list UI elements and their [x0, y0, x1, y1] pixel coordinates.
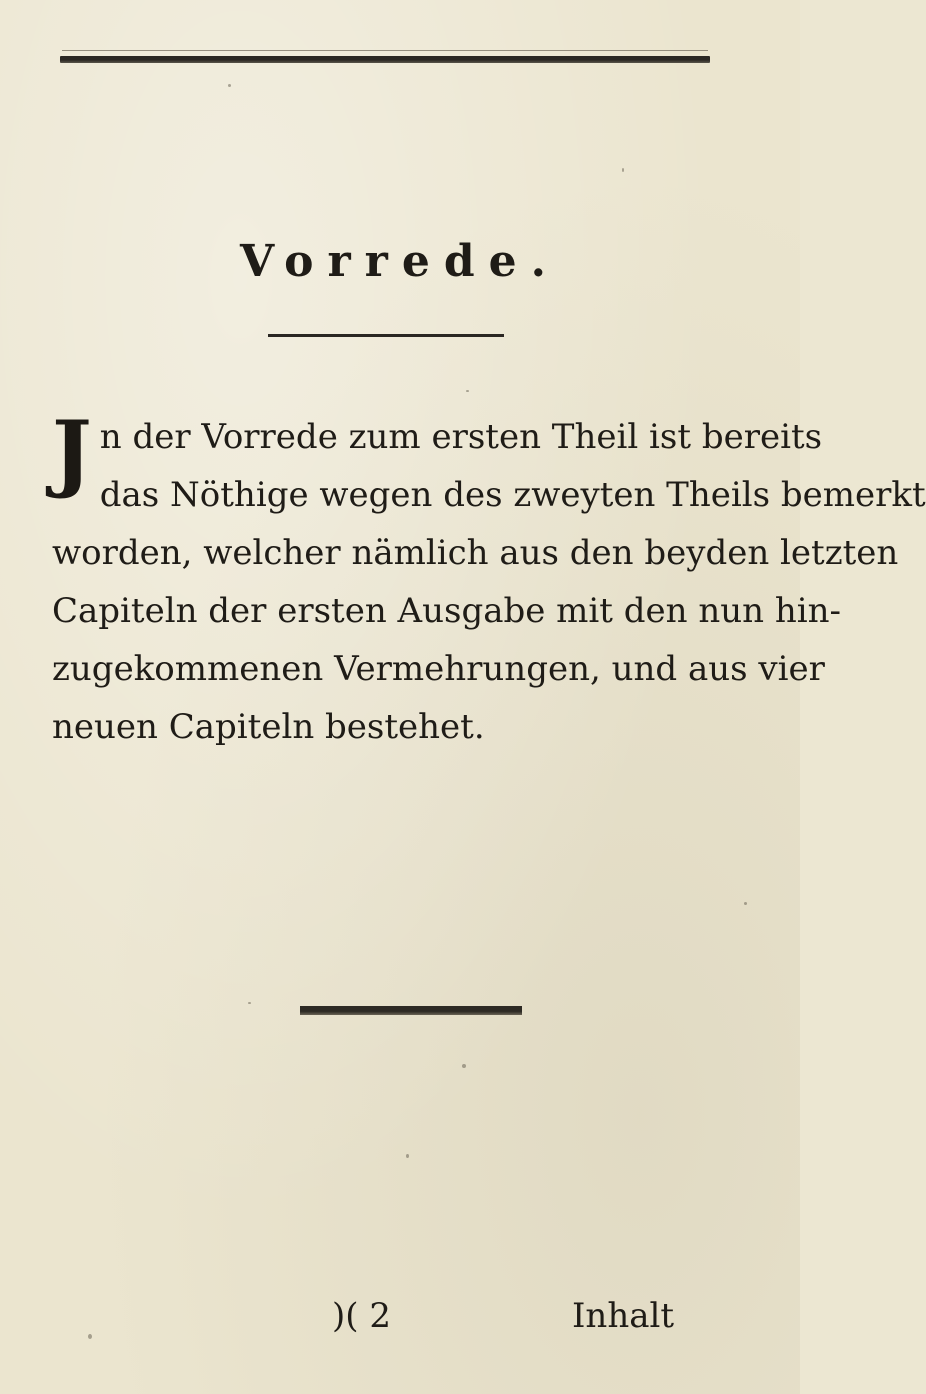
- page-title: Vorrede.: [240, 236, 560, 287]
- paper-speck: [406, 1154, 409, 1158]
- paper-speck: [88, 1334, 92, 1339]
- paragraph-line-3: worden, welcher nämlich aus den beyden letzten: [52, 533, 899, 573]
- section-rule: [300, 1006, 522, 1015]
- paragraph-line-5: zugekommenen Vermehrungen, und aus vier: [52, 649, 825, 689]
- paper-speck: [744, 902, 747, 905]
- paragraph-line-6: neuen Capiteln bestehet.: [52, 707, 485, 747]
- top-rule: [60, 56, 710, 63]
- paragraph-line-1: n der Vorrede zum ersten Theil ist bereits: [99, 417, 823, 457]
- drop-cap: J: [52, 402, 92, 501]
- paragraph-line-2: das Nöthige wegen des zweyten Theils bemerkt: [99, 475, 926, 515]
- paper-speck: [466, 390, 469, 392]
- catchword: Inhalt: [572, 1296, 675, 1336]
- signature-mark: )( 2: [332, 1296, 391, 1336]
- paper-speck: [622, 168, 624, 172]
- page-footer: [0, 1296, 800, 1346]
- paper-speck: [228, 84, 231, 87]
- title-rule: [268, 334, 504, 337]
- paper-speck: [248, 1002, 251, 1004]
- paper-speck: [462, 1064, 466, 1068]
- top-thin-rule: [62, 50, 708, 51]
- paragraph-line-4: Capiteln der ersten Ausgabe mit den nun hin-: [52, 591, 842, 631]
- paragraph: [52, 402, 926, 756]
